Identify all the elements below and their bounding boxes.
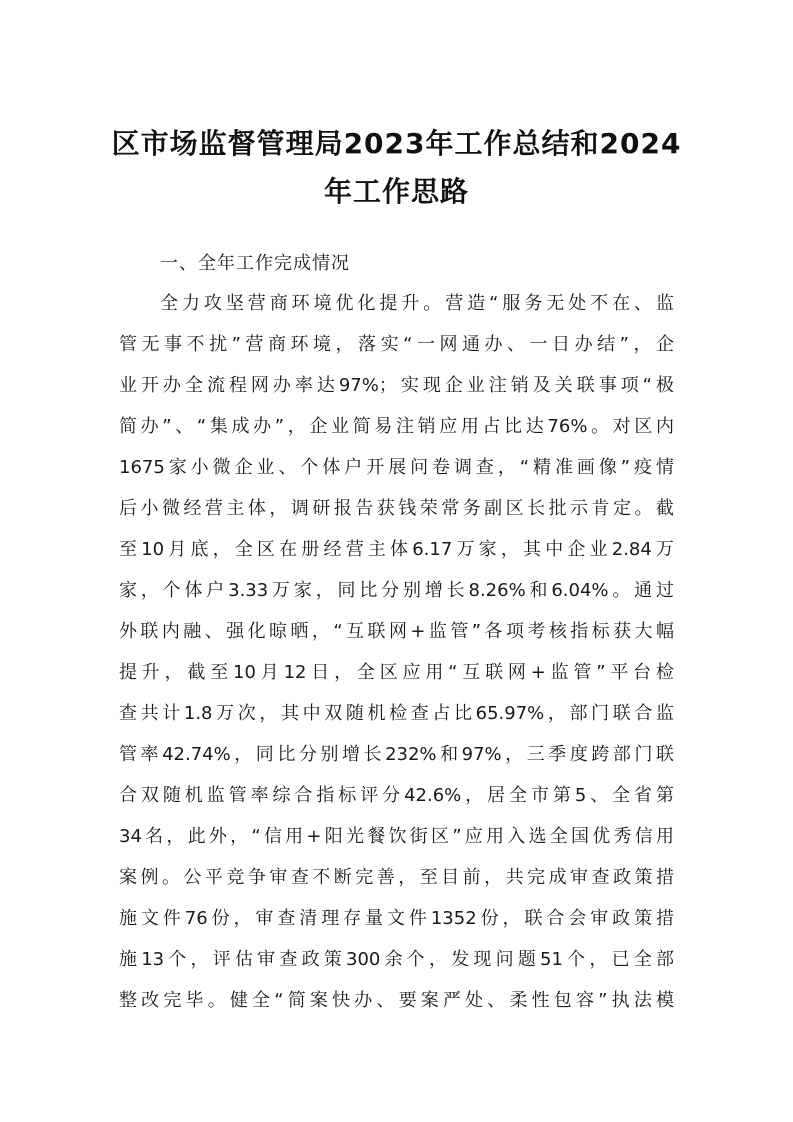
section-heading: 一、全年工作完成情况 [160,253,350,274]
paragraph-line: 至10月底，全区在册经营主体6.17万家，其中企业2.84万 [119,539,674,560]
paragraph-line: 管无事不扰”营商环境，落实“一网通办、一日办结”，企 [119,334,674,355]
paragraph-line: 案例。公平竞争审查不断完善，至目前，共完成审查政策措 [119,867,674,888]
paragraph-line: 施13个，评估审查政策300余个，发现问题51个，已全部 [119,949,674,970]
paragraph-line: 合双随机监管率综合指标评分42.6%，居全市第5、全省第 [119,785,674,806]
paragraph-line: 施文件76份，审查清理存量文件1352份，联合会审政策措 [119,908,674,929]
paragraph-line: 简办”、“集成办”，企业简易注销应用占比达76%。对区内 [119,416,674,437]
paragraph-line: 外联内融、强化晾晒，“互联网+监管”各项考核指标获大幅 [119,621,674,642]
paragraph-line: 家，个体户3.33万家，同比分别增长8.26%和6.04%。通过 [119,580,674,601]
paragraph-line: 全力攻坚营商环境优化提升。营造“服务无处不在、监 [160,293,674,314]
document-title-line-1: 区市场监督管理局2023年工作总结和2024 [111,127,682,160]
paragraph-line: 业开办全流程网办率达97%；实现企业注销及关联事项“极 [119,375,674,396]
paragraph-line: 管率42.74%，同比分别增长232%和97%，三季度跨部门联 [119,744,674,765]
paragraph-line: 1675家小微企业、个体户开展问卷调查，“精准画像”疫情 [119,457,674,478]
paragraph-line: 提升，截至10月12日，全区应用“互联网+监管”平台检 [119,662,674,683]
paragraph-line: 34名，此外，“信用+阳光餐饮街区”应用入选全国优秀信用 [119,826,674,847]
document-title-line-2: 年工作思路 [323,175,469,208]
paragraph-line: 后小微经营主体，调研报告获钱荣常务副区长批示肯定。截 [119,498,674,519]
paragraph-line: 查共计1.8万次，其中双随机检查占比65.97%，部门联合监 [119,703,674,724]
paragraph-line: 整改完毕。健全“简案快办、要案严处、柔性包容”执法模 [119,990,674,1011]
